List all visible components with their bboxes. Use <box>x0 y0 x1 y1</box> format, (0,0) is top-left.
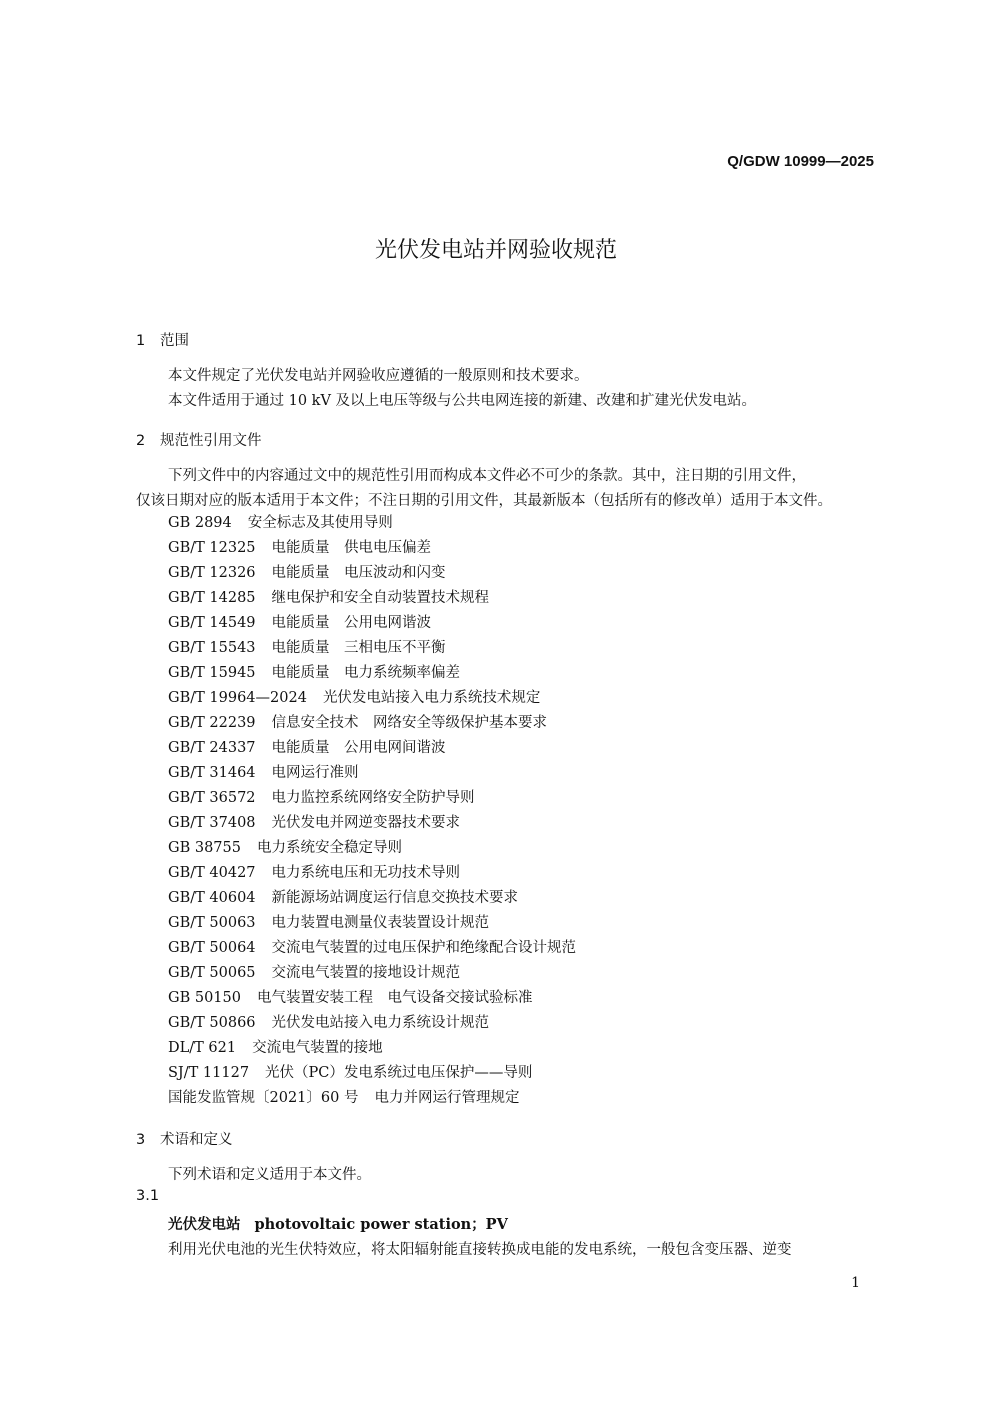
reference-item <box>168 536 576 561</box>
reference-code: GB/T 19964—2024 <box>168 690 307 706</box>
reference-item <box>168 836 576 861</box>
reference-title: 电气装置安装工程 电气设备交接试验标准 <box>256 990 533 1006</box>
reference-item <box>168 786 576 811</box>
reference-item <box>168 711 576 736</box>
scope-paragraph-2: 本文件适用于通过 10 kV 及以上电压等级与公共电网连接的新建、改建和扩建光伏发电站。 <box>168 393 757 409</box>
section-3-heading <box>136 1128 233 1149</box>
reference-title: 继电保护和安全自动装置技术规程 <box>271 590 490 606</box>
section-title: 范围 <box>160 333 189 349</box>
reference-code: GB/T 40427 <box>168 865 256 881</box>
reference-code: GB/T 31464 <box>168 765 256 781</box>
reference-title: 新能源场站调度运行信息交换技术要求 <box>271 890 519 906</box>
term-english: photovoltaic power station；PV <box>254 1216 508 1233</box>
reference-item <box>168 861 576 886</box>
term-chinese: 光伏发电站 <box>168 1217 241 1233</box>
scope-paragraph-1: 本文件规定了光伏发电站并网验收应遵循的一般原则和技术要求。 <box>168 368 589 384</box>
reference-item <box>168 561 576 586</box>
reference-code: GB 50150 <box>168 990 241 1006</box>
section-number: 3 <box>136 1132 146 1148</box>
normative-reference-list <box>168 511 576 1111</box>
reference-item <box>168 761 576 786</box>
reference-item <box>168 586 576 611</box>
section-title: 术语和定义 <box>160 1132 233 1148</box>
reference-title: 电力监控系统网络安全防护导则 <box>271 790 475 806</box>
reference-code: GB/T 50064 <box>168 940 256 956</box>
reference-code: GB/T 24337 <box>168 740 256 756</box>
document-title: 光伏发电站并网验收规范 <box>374 238 617 263</box>
reference-item <box>168 1011 576 1036</box>
reference-title: 电力系统电压和无功技术导则 <box>271 865 461 881</box>
reference-code: GB/T 50063 <box>168 915 256 931</box>
reference-code: GB/T 15945 <box>168 665 256 681</box>
reference-item <box>168 961 576 986</box>
reference-item <box>168 1036 576 1061</box>
reference-code: GB/T 50866 <box>168 1015 256 1031</box>
reference-code: GB/T 12326 <box>168 565 256 581</box>
section-number: 1 <box>136 333 146 349</box>
reference-title: 电能质量 三相电压不平衡 <box>271 640 446 656</box>
reference-item <box>168 511 576 536</box>
reference-title: 电能质量 电力系统频率偏差 <box>271 665 461 681</box>
normative-intro-line-1: 下列文件中的内容通过文中的规范性引用而构成本文件必不可少的条款。其中，注日期的引用文件， <box>168 468 806 484</box>
reference-code: 国能发监管规〔2021〕60 号 <box>168 1090 359 1106</box>
reference-item <box>168 986 576 1011</box>
reference-title: 光伏发电并网逆变器技术要求 <box>271 815 461 831</box>
reference-item <box>168 611 576 636</box>
reference-title: 电力系统安全稳定导则 <box>256 840 402 856</box>
reference-code: GB/T 12325 <box>168 540 256 556</box>
reference-item <box>168 936 576 961</box>
reference-title: 光伏发电站接入电力系统设计规范 <box>271 1015 490 1031</box>
reference-code: GB 38755 <box>168 840 241 856</box>
reference-item <box>168 811 576 836</box>
reference-title: 电能质量 公用电网谐波 <box>271 615 432 631</box>
reference-title: 电力并网运行管理规定 <box>374 1090 520 1106</box>
reference-code: GB/T 22239 <box>168 715 256 731</box>
reference-code: GB 2894 <box>168 515 232 531</box>
reference-title: 电能质量 供电电压偏差 <box>271 540 432 556</box>
reference-code: GB/T 37408 <box>168 815 256 831</box>
section-2-heading <box>136 429 262 450</box>
term-definition-line-1: 利用光伏电池的光生伏特效应，将太阳辐射能直接转换成电能的发电系统，一般包含变压器、逆变 <box>168 1242 792 1258</box>
reference-code: GB/T 36572 <box>168 790 256 806</box>
reference-item <box>168 686 576 711</box>
terms-intro: 下列术语和定义适用于本文件。 <box>168 1167 371 1183</box>
reference-code: DL/T 621 <box>168 1040 237 1056</box>
reference-code: GB/T 50065 <box>168 965 256 981</box>
reference-title: 交流电气装置的过电压保护和绝缘配合设计规范 <box>271 940 577 956</box>
reference-title: 电网运行准则 <box>271 765 359 781</box>
reference-title: 交流电气装置的接地设计规范 <box>271 965 461 981</box>
term-number: 3.1 <box>136 1188 160 1204</box>
reference-title: 电力装置电测量仪表装置设计规范 <box>271 915 490 931</box>
reference-item <box>168 886 576 911</box>
reference-item <box>168 911 576 936</box>
reference-item <box>168 736 576 761</box>
section-title: 规范性引用文件 <box>160 433 262 449</box>
reference-code: SJ/T 11127 <box>168 1065 250 1081</box>
reference-code: GB/T 15543 <box>168 640 256 656</box>
reference-title: 电能质量 公用电网间谐波 <box>271 740 446 756</box>
standard-code: Q/GDW 10999—2025 <box>727 153 874 170</box>
normative-intro-line-2: 仅该日期对应的版本适用于本文件；不注日期的引用文件，其最新版本（包括所有的修改单）适用于本文件。 <box>136 493 832 509</box>
reference-item <box>168 636 576 661</box>
reference-item <box>168 661 576 686</box>
reference-code: GB/T 40604 <box>168 890 256 906</box>
reference-title: 光伏（PC）发电系统过电压保护——导则 <box>265 1065 533 1081</box>
reference-item <box>168 1086 576 1111</box>
section-1-heading <box>136 329 189 350</box>
reference-title: 安全标志及其使用导则 <box>247 515 393 531</box>
reference-title: 电能质量 电压波动和闪变 <box>271 565 446 581</box>
reference-code: GB/T 14549 <box>168 615 256 631</box>
reference-title: 光伏发电站接入电力系统技术规定 <box>322 690 541 706</box>
page-number: 1 <box>851 1275 860 1291</box>
reference-title: 交流电气装置的接地 <box>252 1040 383 1056</box>
section-number: 2 <box>136 433 146 449</box>
reference-item <box>168 1061 576 1086</box>
reference-title: 信息安全技术 网络安全等级保护基本要求 <box>271 715 548 731</box>
reference-code: GB/T 14285 <box>168 590 256 606</box>
term-entry <box>168 1213 508 1234</box>
